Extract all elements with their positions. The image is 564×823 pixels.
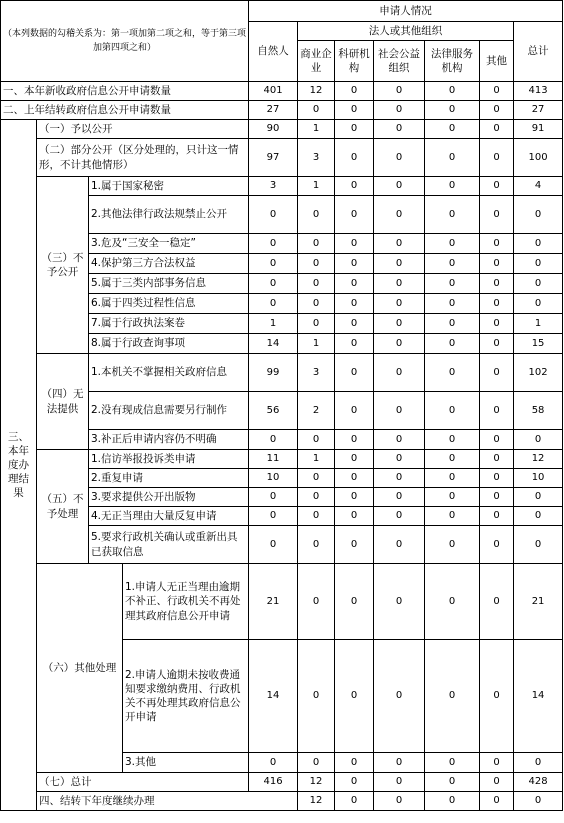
cell-value: 0 <box>374 753 425 773</box>
cell-value: 0 <box>335 139 374 177</box>
cell-value: 12 <box>298 82 335 101</box>
cell-value: 0 <box>480 354 514 392</box>
cell-value: 12 <box>514 450 563 469</box>
cell-value: 0 <box>425 120 480 139</box>
cell-value: 56 <box>249 392 298 430</box>
group-label: （三）不予公开 <box>37 177 89 354</box>
row-label: 四、结转下年度继续办理 <box>37 792 298 811</box>
cell-value: 0 <box>425 254 480 274</box>
cell-value: 0 <box>374 526 425 564</box>
cell-value: 0 <box>374 792 425 811</box>
cell-value: 0 <box>425 334 480 354</box>
cell-value: 10 <box>514 469 563 488</box>
cell-value: 0 <box>298 488 335 507</box>
cell-value: 3 <box>249 177 298 196</box>
cell-value: 0 <box>374 334 425 354</box>
cell-value: 0 <box>298 196 335 234</box>
cell-value: 0 <box>425 753 480 773</box>
cell-value: 0 <box>335 234 374 254</box>
cell-value: 0 <box>480 640 514 753</box>
cell-value: 3 <box>298 354 335 392</box>
row-label: 2.重复申请 <box>89 469 249 488</box>
cell-value: 0 <box>335 254 374 274</box>
header-legal-service: 法律服务机构 <box>425 41 480 82</box>
cell-value: 0 <box>374 773 425 792</box>
cell-value: 0 <box>374 469 425 488</box>
row-label: 8.属于行政查询事项 <box>89 334 249 354</box>
cell-value: 0 <box>298 640 335 753</box>
cell-value: 0 <box>425 469 480 488</box>
cell-value: 0 <box>514 753 563 773</box>
cell-value: 90 <box>249 120 298 139</box>
cell-value: 0 <box>335 82 374 101</box>
cell-value: 0 <box>374 120 425 139</box>
cell-value: 0 <box>335 334 374 354</box>
cell-value: 0 <box>480 101 514 120</box>
cell-value: 0 <box>425 177 480 196</box>
header-commercial: 商业企业 <box>298 41 335 82</box>
row-label: 3.其他 <box>123 753 249 773</box>
cell-value: 0 <box>425 294 480 314</box>
row-label: （七）总计 <box>37 773 249 792</box>
cell-value: 0 <box>480 177 514 196</box>
cell-value: 0 <box>374 392 425 430</box>
cell-value: 0 <box>425 101 480 120</box>
cell-value: 0 <box>514 488 563 507</box>
table-row <box>1 792 563 811</box>
cell-value: 0 <box>425 488 480 507</box>
section-three-label: 三、本年度办理结果 <box>1 120 37 811</box>
cell-value: 0 <box>425 196 480 234</box>
table-row <box>1 450 563 469</box>
cell-value: 0 <box>298 564 335 640</box>
cell-value: 0 <box>298 753 335 773</box>
table-row <box>1 177 563 196</box>
cell-value: 58 <box>514 392 563 430</box>
row-label: 6.属于四类过程性信息 <box>89 294 249 314</box>
row-label: 1.本机关不掌握相关政府信息 <box>89 354 249 392</box>
cell-value: 0 <box>480 469 514 488</box>
cell-value: 0 <box>480 139 514 177</box>
cell-value: 0 <box>335 196 374 234</box>
cell-value: 0 <box>298 507 335 526</box>
row-label: 二、上年结转政府信息公开申请数量 <box>1 101 249 120</box>
table-row <box>1 773 563 792</box>
cell-value: 0 <box>514 507 563 526</box>
cell-value: 0 <box>298 254 335 274</box>
cell-value: 0 <box>374 294 425 314</box>
cell-value: 0 <box>425 507 480 526</box>
cell-value: 0 <box>374 314 425 334</box>
cell-value: 99 <box>249 354 298 392</box>
row-label: 7.属于行政执法案卷 <box>89 314 249 334</box>
cell-value: 0 <box>480 314 514 334</box>
cell-value: 0 <box>249 274 298 294</box>
cell-value: 0 <box>480 564 514 640</box>
cell-value: 0 <box>374 507 425 526</box>
cell-value: 0 <box>335 314 374 334</box>
cell-value: 0 <box>335 526 374 564</box>
row-label: 2.没有现成信息需要另行制作 <box>89 392 249 430</box>
cell-value: 21 <box>249 564 298 640</box>
group-label: （四）无法提供 <box>37 354 89 450</box>
row-label: 1.信访举报投诉类申请 <box>89 450 249 469</box>
cell-value: 0 <box>298 101 335 120</box>
cell-value: 91 <box>514 120 563 139</box>
header-applicant: 申请人情况 <box>249 1 563 22</box>
cell-value: 0 <box>335 507 374 526</box>
row-label-note: （区分处理的，只计这一情形，不计其他情形） <box>39 144 239 171</box>
cell-value: 0 <box>514 294 563 314</box>
cell-value: 0 <box>298 469 335 488</box>
table-row <box>1 101 563 120</box>
cell-value: 14 <box>249 640 298 753</box>
cell-value: 0 <box>480 450 514 469</box>
table-row <box>1 564 563 640</box>
cell-value: 0 <box>514 234 563 254</box>
cell-value: 0 <box>425 564 480 640</box>
cell-value: 0 <box>374 82 425 101</box>
cell-value: 0 <box>480 392 514 430</box>
row-label <box>37 139 249 177</box>
cell-value: 100 <box>514 139 563 177</box>
cell-value: 2 <box>298 392 335 430</box>
cell-value: 0 <box>298 294 335 314</box>
cell-value: 0 <box>425 139 480 177</box>
header-note: （本列数据的勾稽关系为：第一项加第二项之和，等于第三项加第四项之和） <box>1 1 249 82</box>
cell-value: 0 <box>425 274 480 294</box>
cell-value: 0 <box>480 507 514 526</box>
cell-value: 0 <box>480 196 514 234</box>
header-other: 其他 <box>480 41 514 82</box>
cell-value: 413 <box>514 82 563 101</box>
cell-value: 0 <box>480 430 514 450</box>
cell-value: 0 <box>480 234 514 254</box>
cell-value: 0 <box>298 430 335 450</box>
cell-value: 0 <box>335 392 374 430</box>
cell-value: 0 <box>335 120 374 139</box>
cell-value: 0 <box>335 354 374 392</box>
cell-value: 0 <box>335 274 374 294</box>
header-research: 科研机构 <box>335 41 374 82</box>
cell-value: 0 <box>514 792 563 811</box>
cell-value: 0 <box>425 526 480 564</box>
cell-value: 0 <box>374 254 425 274</box>
cell-value: 0 <box>425 773 480 792</box>
cell-value: 0 <box>425 234 480 254</box>
header-legal-group: 法人或其他组织 <box>298 22 514 41</box>
cell-value: 0 <box>298 274 335 294</box>
cell-value: 0 <box>335 469 374 488</box>
cell-value: 0 <box>374 564 425 640</box>
header-social: 社会公益组织 <box>374 41 425 82</box>
header-natural: 自然人 <box>249 22 298 82</box>
cell-value: 0 <box>480 773 514 792</box>
cell-value: 0 <box>249 488 298 507</box>
cell-value: 0 <box>480 792 514 811</box>
cell-value: 0 <box>480 526 514 564</box>
cell-value: 0 <box>374 196 425 234</box>
row-label: 3.补正后申请内容仍不明确 <box>89 430 249 450</box>
cell-value: 97 <box>249 139 298 177</box>
cell-value: 0 <box>335 294 374 314</box>
cell-value: 0 <box>480 294 514 314</box>
cell-value: 0 <box>335 488 374 507</box>
cell-value: 27 <box>249 101 298 120</box>
cell-value: 11 <box>249 450 298 469</box>
cell-value: 1 <box>298 334 335 354</box>
cell-value: 0 <box>425 430 480 450</box>
cell-value: 0 <box>374 139 425 177</box>
row-label-main: （二）部分公开 <box>39 144 113 157</box>
cell-value: 0 <box>249 254 298 274</box>
cell-value: 0 <box>374 234 425 254</box>
cell-value: 0 <box>480 82 514 101</box>
cell-value: 0 <box>374 450 425 469</box>
cell-value: 0 <box>374 274 425 294</box>
cell-value: 0 <box>298 234 335 254</box>
cell-value: 0 <box>425 354 480 392</box>
cell-value: 0 <box>249 526 298 564</box>
cell-value: 0 <box>425 82 480 101</box>
cell-value: 0 <box>374 177 425 196</box>
row-label: 4.无正当理由大量反复申请 <box>89 507 249 526</box>
row-label: 3.要求提供公开出版物 <box>89 488 249 507</box>
cell-value: 0 <box>298 314 335 334</box>
table-row <box>1 354 563 392</box>
cell-value: 0 <box>425 450 480 469</box>
row-label: 5.属于三类内部事务信息 <box>89 274 249 294</box>
cell-value: 0 <box>335 773 374 792</box>
cell-value: 10 <box>249 469 298 488</box>
cell-value: 3 <box>298 139 335 177</box>
cell-value: 14 <box>514 640 563 753</box>
header-total: 总计 <box>514 22 563 82</box>
table-row <box>1 82 563 101</box>
cell-value: 0 <box>514 430 563 450</box>
row-label: 1.属于国家秘密 <box>89 177 249 196</box>
cell-value: 1 <box>514 314 563 334</box>
cell-value: 0 <box>335 430 374 450</box>
cell-value: 12 <box>298 792 335 811</box>
table-row <box>1 120 563 139</box>
row-label: 1.申请人无正当理由逾期不补正、行政机关不再处理其政府信息公开申请 <box>123 564 249 640</box>
cell-value: 0 <box>514 526 563 564</box>
cell-value: 0 <box>249 430 298 450</box>
cell-value: 0 <box>335 640 374 753</box>
cell-value: 4 <box>514 177 563 196</box>
cell-value: 1 <box>298 120 335 139</box>
cell-value: 0 <box>425 392 480 430</box>
cell-value: 0 <box>249 196 298 234</box>
cell-value: 1 <box>249 314 298 334</box>
cell-value: 0 <box>514 274 563 294</box>
cell-value: 0 <box>425 792 480 811</box>
cell-value: 0 <box>374 101 425 120</box>
table-row <box>1 139 563 177</box>
group-label: （六）其他处理 <box>37 564 123 773</box>
row-label: （一）予以公开 <box>37 120 249 139</box>
cell-value: 0 <box>480 120 514 139</box>
cell-value: 0 <box>335 450 374 469</box>
cell-value: 0 <box>480 254 514 274</box>
cell-value: 1 <box>298 177 335 196</box>
cell-value: 1 <box>298 450 335 469</box>
group-label: （五）不予处理 <box>37 450 89 564</box>
cell-value: 0 <box>335 101 374 120</box>
cell-value: 0 <box>480 274 514 294</box>
cell-value: 0 <box>335 792 374 811</box>
cell-value: 416 <box>249 773 298 792</box>
row-label: 4.保护第三方合法权益 <box>89 254 249 274</box>
cell-value: 14 <box>249 334 298 354</box>
cell-value: 0 <box>335 177 374 196</box>
cell-value: 0 <box>335 564 374 640</box>
cell-value: 0 <box>480 753 514 773</box>
cell-value: 0 <box>514 196 563 234</box>
cell-value: 0 <box>249 753 298 773</box>
cell-value: 0 <box>335 753 374 773</box>
cell-value: 0 <box>374 430 425 450</box>
cell-value: 0 <box>514 254 563 274</box>
cell-value: 401 <box>249 82 298 101</box>
row-label: 2.申请人逾期未按收费通知要求缴纳费用、行政机关不再处理其政府信息公开申请 <box>123 640 249 753</box>
cell-value: 27 <box>514 101 563 120</box>
cell-value: 0 <box>425 640 480 753</box>
cell-value: 15 <box>514 334 563 354</box>
row-label: 一、本年新收政府信息公开申请数量 <box>1 82 249 101</box>
cell-value: 0 <box>249 507 298 526</box>
row-label: 2.其他法律行政法规禁止公开 <box>89 196 249 234</box>
cell-value: 21 <box>514 564 563 640</box>
cell-value: 0 <box>249 294 298 314</box>
cell-value: 12 <box>298 773 335 792</box>
cell-value: 428 <box>514 773 563 792</box>
cell-value: 0 <box>480 334 514 354</box>
cell-value: 0 <box>298 526 335 564</box>
cell-value: 102 <box>514 354 563 392</box>
cell-value: 0 <box>374 488 425 507</box>
row-label: 5.要求行政机关确认或重新出具已获取信息 <box>89 526 249 564</box>
cell-value: 0 <box>374 640 425 753</box>
row-label: 3.危及“三安全一稳定” <box>89 234 249 254</box>
cell-value: 0 <box>425 314 480 334</box>
cell-value: 0 <box>249 234 298 254</box>
cell-value: 0 <box>480 488 514 507</box>
cell-value: 0 <box>374 354 425 392</box>
